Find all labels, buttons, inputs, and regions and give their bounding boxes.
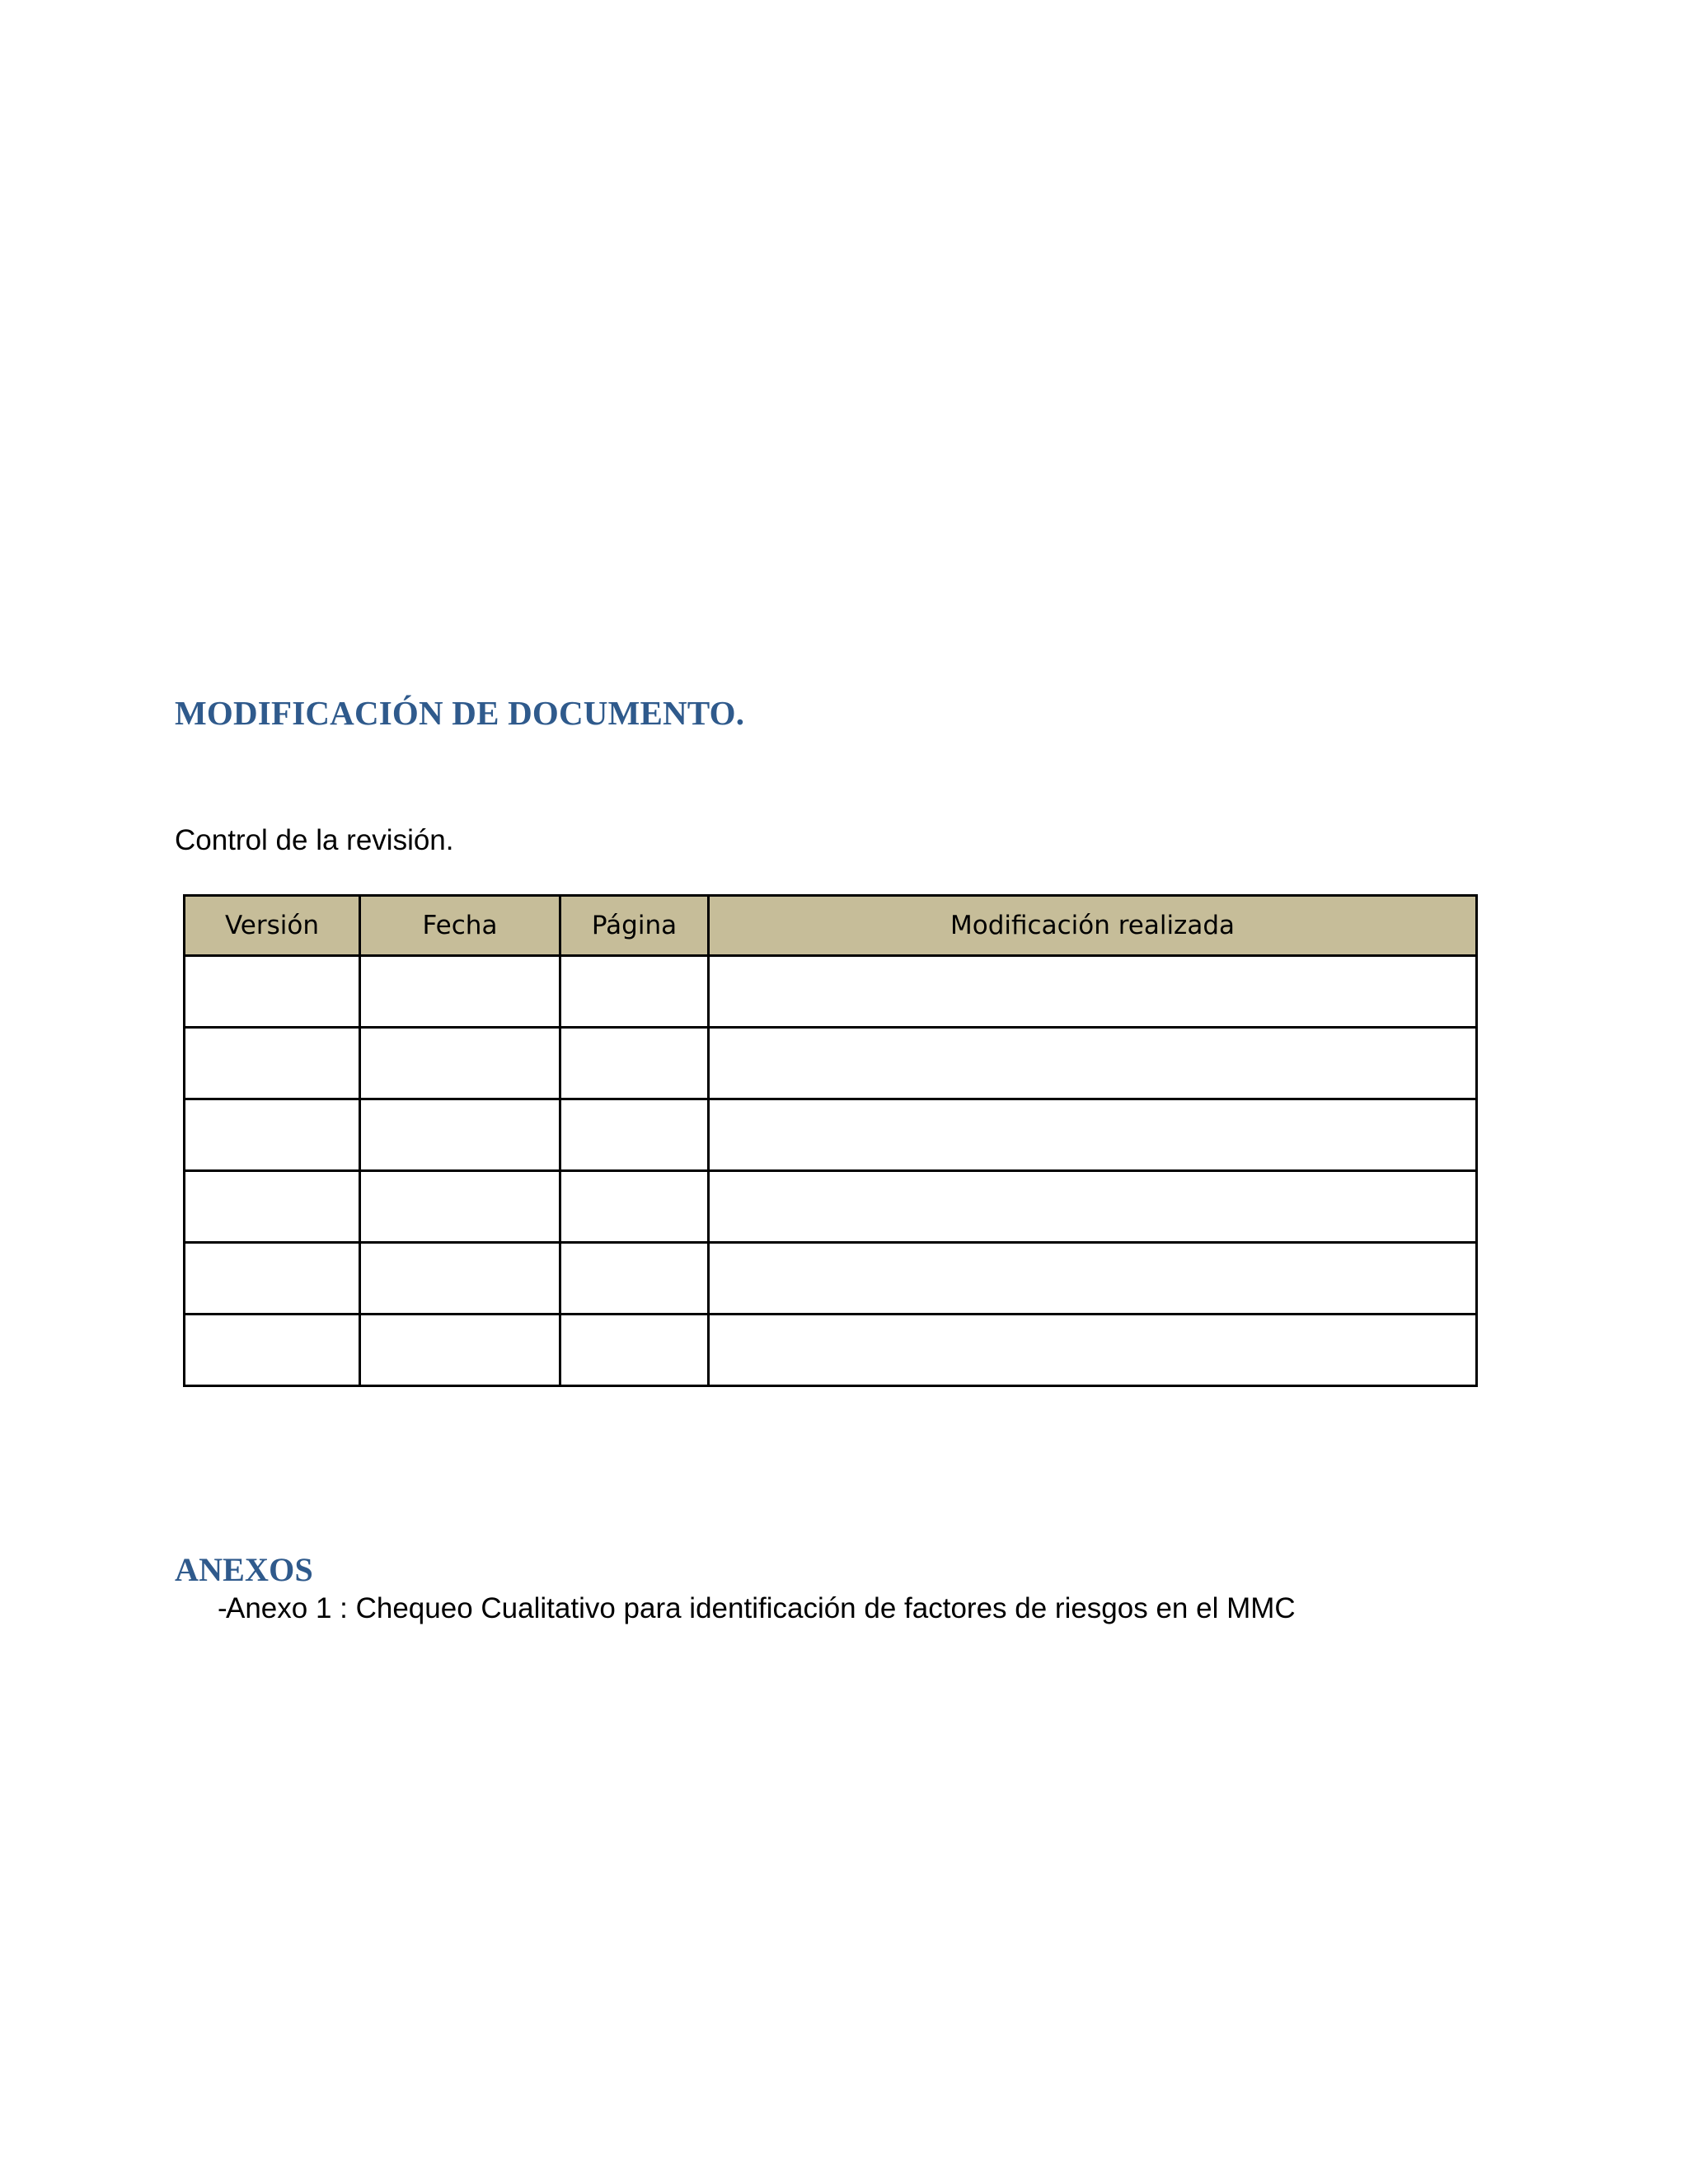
cell-fecha[interactable] [360, 1171, 560, 1243]
paragraph-control-de-la-revision: Control de la revisión. [175, 824, 454, 856]
cell-fecha[interactable] [360, 956, 560, 1028]
cell-pagina[interactable] [560, 1243, 709, 1315]
anexos-list [175, 1591, 1576, 1627]
cell-fecha[interactable] [360, 1243, 560, 1315]
cell-modificacion[interactable] [709, 1099, 1477, 1171]
revision-control-table [183, 894, 1478, 1387]
table-row[interactable] [185, 1315, 1477, 1386]
cell-modificacion[interactable] [709, 956, 1477, 1028]
table-row[interactable] [185, 1243, 1477, 1315]
column-header-fecha: Fecha [360, 896, 560, 956]
table-row[interactable] [185, 956, 1477, 1028]
table-body [185, 956, 1477, 1386]
cell-fecha[interactable] [360, 1315, 560, 1386]
cell-version[interactable] [185, 1243, 360, 1315]
table-row[interactable] [185, 1099, 1477, 1171]
cell-version[interactable] [185, 1171, 360, 1243]
list-item [175, 1591, 1576, 1627]
table-row[interactable] [185, 1171, 1477, 1243]
cell-fecha[interactable] [360, 1028, 560, 1099]
cell-modificacion[interactable] [709, 1243, 1477, 1315]
cell-modificacion[interactable] [709, 1315, 1477, 1386]
cell-modificacion[interactable] [709, 1171, 1477, 1243]
table-row[interactable] [185, 1028, 1477, 1099]
list-item-label: Anexo 1 : Chequeo Cualitativo para identificación de factores de riesgos en el MMC [226, 1592, 1296, 1624]
dash-bullet-icon: - [218, 1592, 227, 1624]
cell-version[interactable] [185, 1099, 360, 1171]
cell-pagina[interactable] [560, 1171, 709, 1243]
cell-fecha[interactable] [360, 1099, 560, 1171]
revision-table-container [183, 894, 1478, 1387]
column-header-modificacion-realizada: Modificación realizada [709, 896, 1477, 956]
table-header-row [185, 896, 1477, 956]
page-title-modificacion-de-documento: MODIFICACIÓN DE DOCUMENTO. [175, 694, 745, 733]
cell-pagina[interactable] [560, 956, 709, 1028]
cell-pagina[interactable] [560, 1028, 709, 1099]
section-title-anexos: ANEXOS [175, 1551, 313, 1589]
cell-version[interactable] [185, 1315, 360, 1386]
column-header-pagina: Página [560, 896, 709, 956]
cell-version[interactable] [185, 956, 360, 1028]
cell-pagina[interactable] [560, 1315, 709, 1386]
table-header [185, 896, 1477, 956]
column-header-version: Versión [185, 896, 360, 956]
cell-modificacion[interactable] [709, 1028, 1477, 1099]
cell-version[interactable] [185, 1028, 360, 1099]
cell-pagina[interactable] [560, 1099, 709, 1171]
